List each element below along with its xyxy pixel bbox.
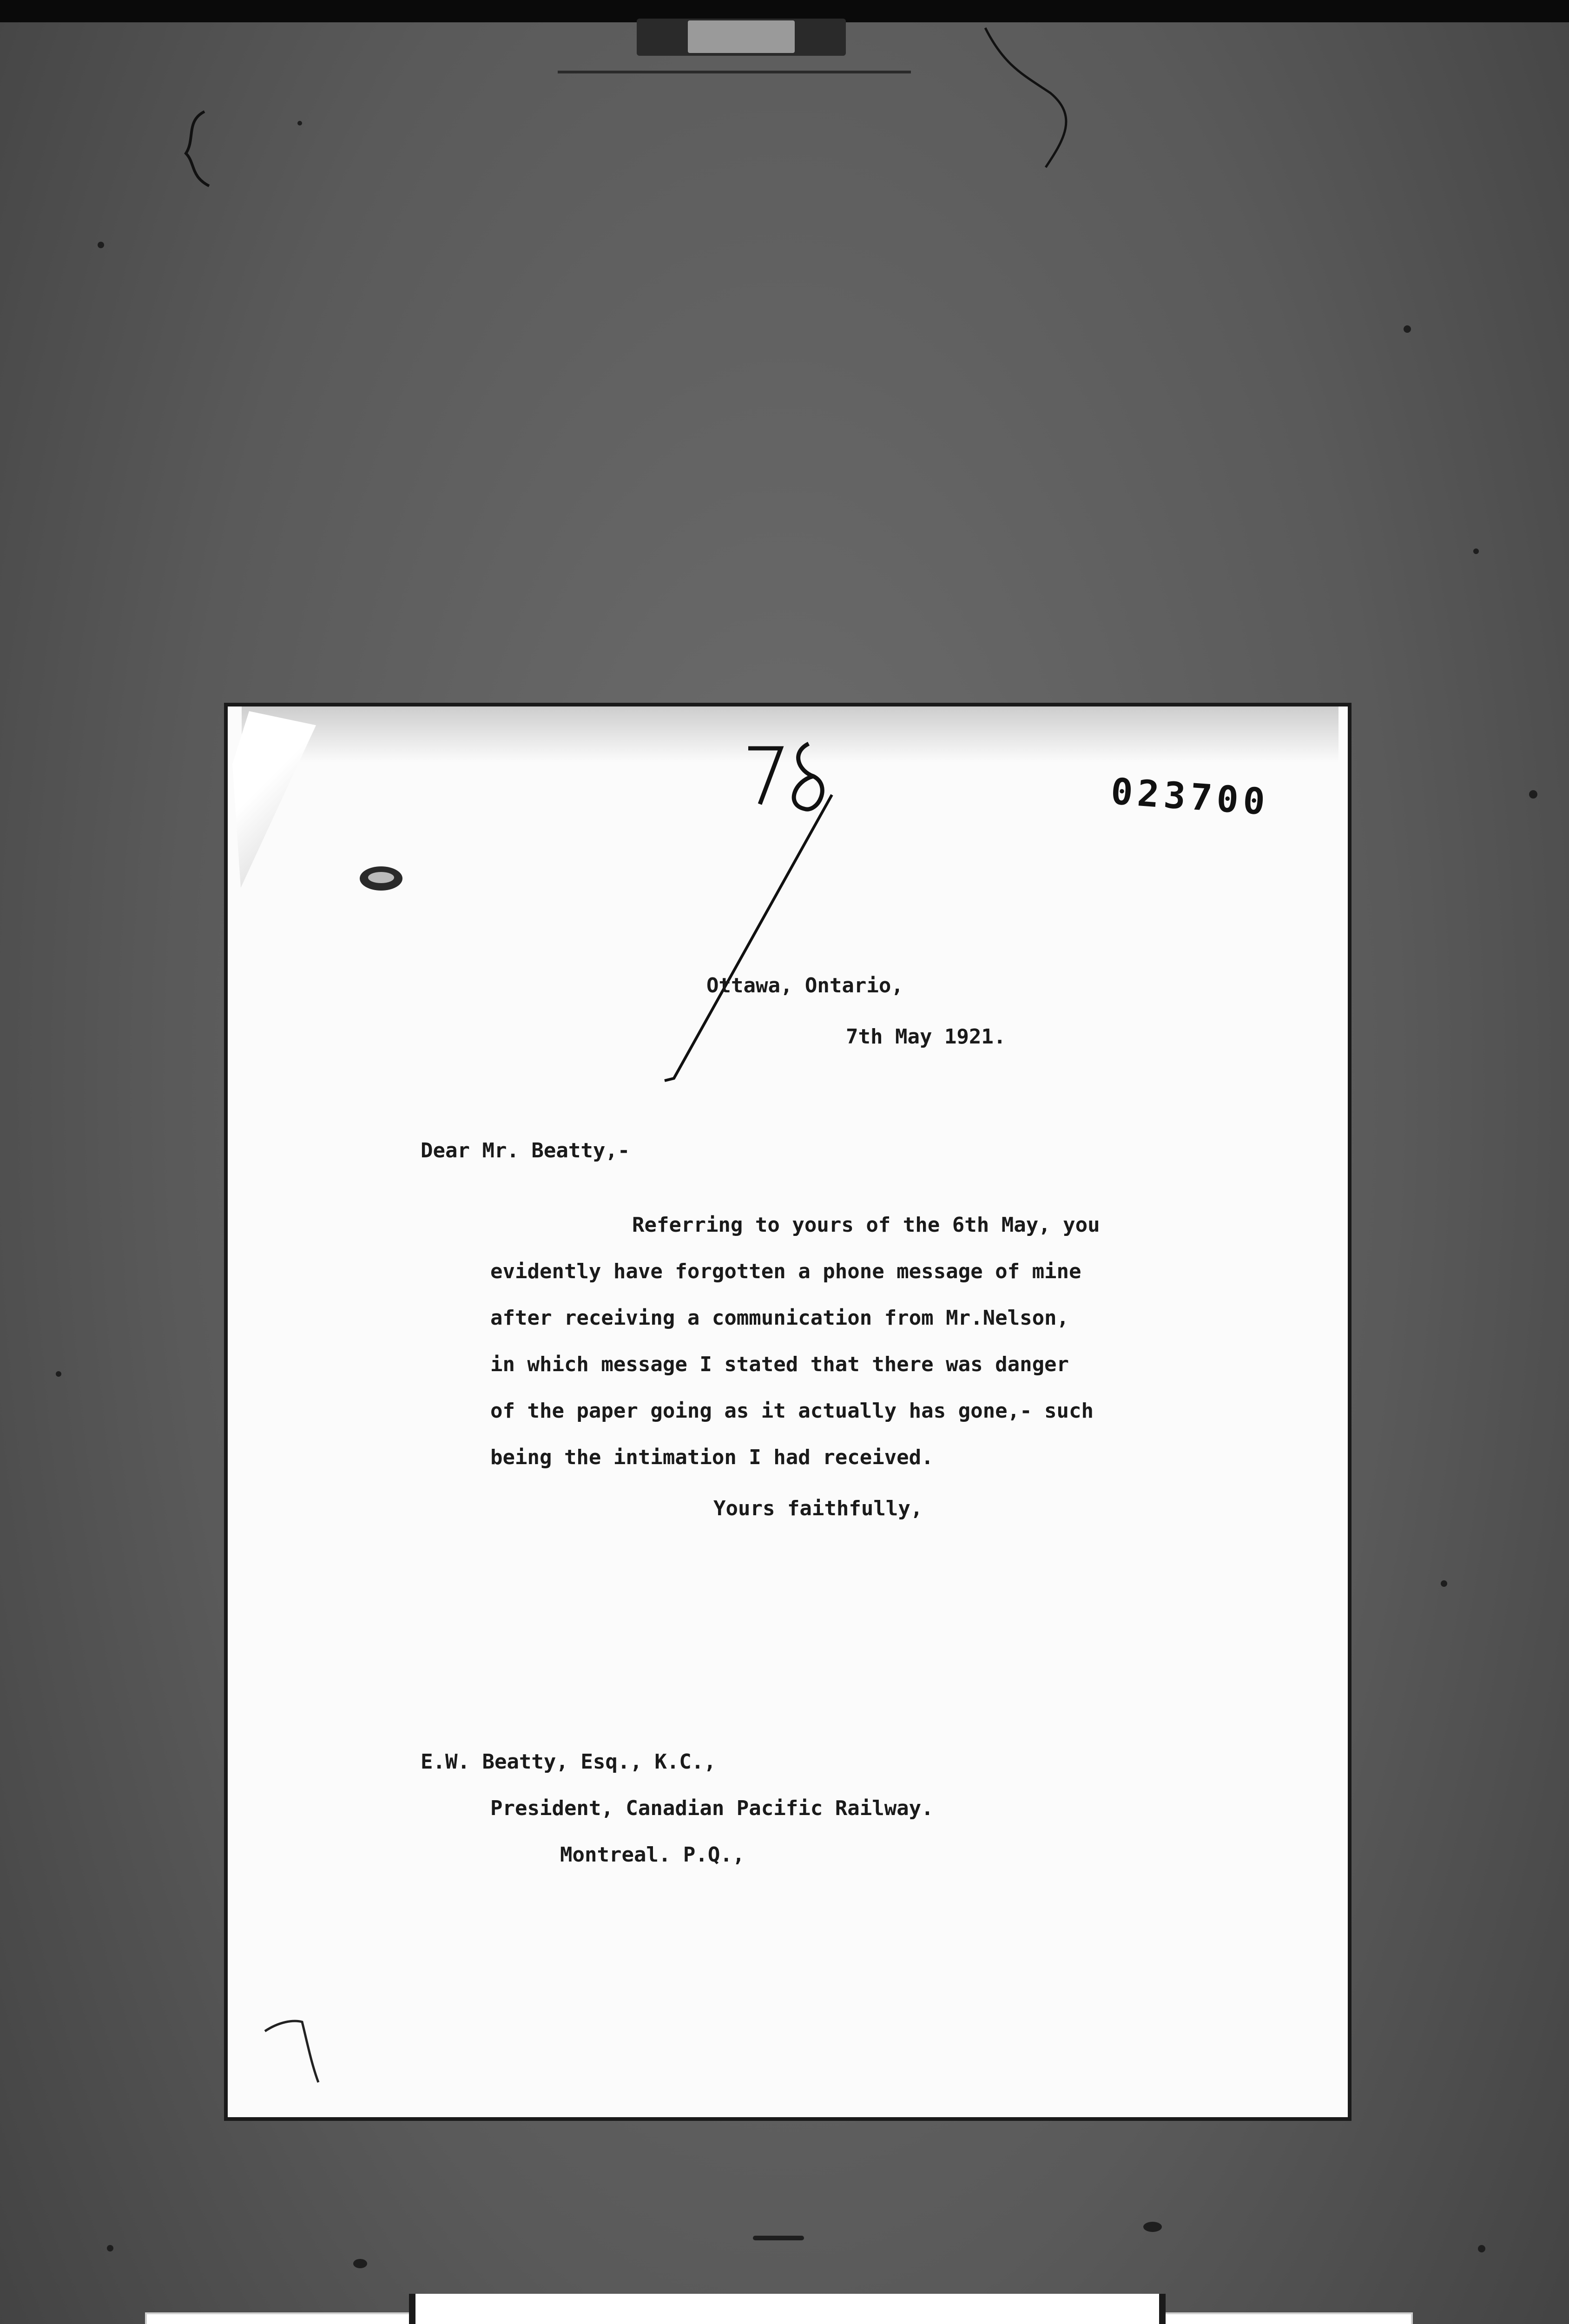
series-slip — [409, 2294, 1166, 2324]
addressee-name: E.W. Beatty, Esq., K.C., — [421, 1750, 716, 1774]
dust-speck — [1404, 325, 1411, 333]
letter-location: Ottawa, Ontario, — [706, 974, 903, 997]
dust-speck — [1143, 2222, 1162, 2232]
dust-speck — [1529, 790, 1537, 799]
dust-speck — [1473, 548, 1479, 554]
pen-stroke-line — [660, 790, 846, 1088]
letter-body-line: being the intimation I had received. — [490, 1446, 934, 1469]
letter-date: 7th May 1921. — [846, 1025, 1006, 1049]
document-number-stamp: 023700 — [1109, 771, 1271, 824]
addressee-title: President, Canadian Pacific Railway. — [490, 1796, 934, 1820]
letter-body-line: of the paper going as it actually has gone,- such — [490, 1399, 1094, 1423]
mount-wire-marks — [0, 0, 1569, 279]
dust-speck — [1478, 2245, 1485, 2252]
letter-salutation: Dear Mr. Beatty,- — [421, 1139, 630, 1162]
addressee-city: Montreal. P.Q., — [560, 1843, 745, 1867]
letter-body-line: in which message I stated that there was danger — [490, 1353, 1069, 1376]
bottom-corner-mark — [260, 2013, 330, 2087]
paper-clip-mark — [353, 860, 409, 897]
letter-body-line: Referring to yours of the 6th May, you — [632, 1213, 1100, 1237]
dust-speck — [1441, 1580, 1447, 1587]
dust-speck — [56, 1371, 61, 1377]
dust-speck — [353, 2259, 367, 2268]
dust-speck — [107, 2245, 113, 2251]
dust-speck — [753, 2236, 804, 2240]
letter-body-line: evidently have forgotten a phone message of mine — [490, 1260, 1081, 1283]
letter-body-line: after receiving a communication from Mr.Nelson, — [490, 1306, 1069, 1330]
letter-closing: Yours faithfully, — [713, 1497, 923, 1520]
